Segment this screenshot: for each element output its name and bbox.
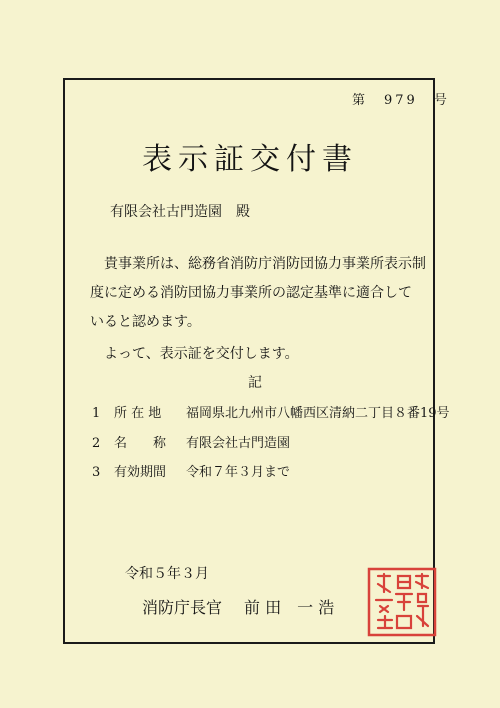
item-number: 1 (92, 406, 101, 421)
body-line-3: いると認めます。 (90, 314, 201, 330)
issuer-name: 前 田 一 浩 (244, 598, 335, 617)
item-number: 3 (92, 465, 101, 480)
item-value: 福岡県北九州市八幡西区清納二丁目８番19号 (186, 406, 450, 421)
item-label: 名 称 (114, 436, 167, 451)
addressee (110, 201, 250, 221)
body-line-2: 度に定める消防団協力事業所の認定基準に適合して (90, 285, 412, 301)
certificate-number: 第 979 号 (352, 93, 450, 108)
signature-line (142, 595, 334, 618)
ki-heading: 記 (248, 375, 262, 391)
official-seal-icon (366, 566, 438, 638)
seal-glyphs (376, 574, 428, 628)
item-address (92, 402, 450, 421)
item-number: 2 (92, 436, 101, 451)
body-line-4: よって、表示証を交付します。 (104, 346, 299, 362)
addressee-honorific: 殿 (236, 204, 250, 220)
item-label: 所 在 地 (114, 406, 162, 421)
certificate-title: 表示証交付書 (142, 142, 358, 177)
issue-date: 令和５年３月 (125, 566, 209, 582)
item-name (92, 432, 290, 451)
issuer-title: 消防庁長官 (142, 598, 223, 617)
item-value: 令和７年３月まで (186, 465, 291, 480)
body-line-1: 貴事業所は、総務省消防庁消防団協力事業所表示制 (104, 256, 426, 272)
item-value: 有限会社古門造園 (186, 436, 291, 451)
item-label: 有効期間 (114, 465, 167, 480)
addressee-name: 有限会社古門造園 (110, 204, 222, 220)
item-validity (92, 461, 290, 480)
